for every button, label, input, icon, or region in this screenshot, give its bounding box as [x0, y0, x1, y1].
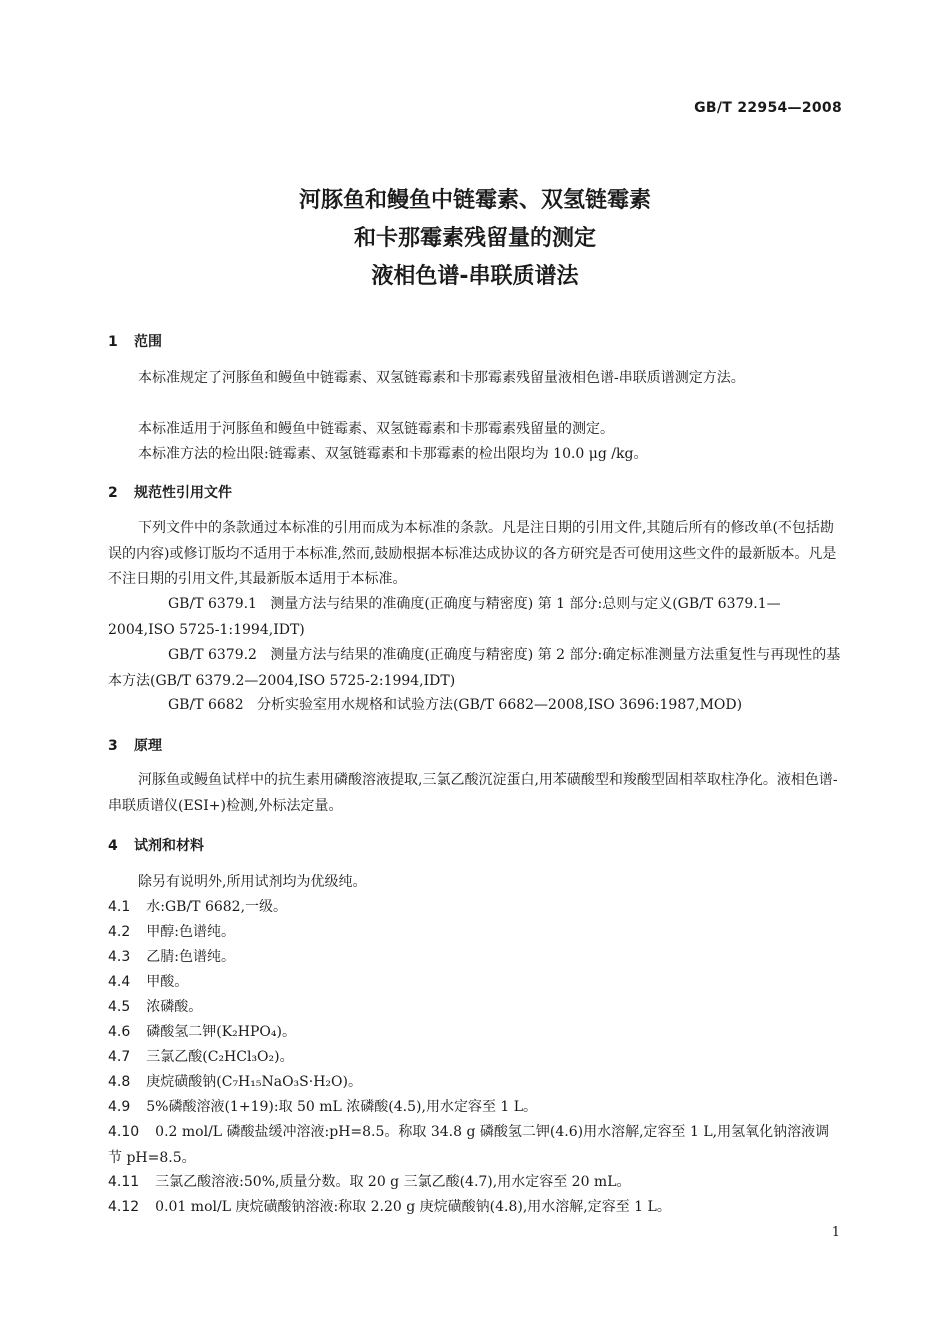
item-number: 4.8 [108, 1074, 131, 1090]
reagent-item [108, 1120, 842, 1171]
reference-text: 分析实验室用水规格和试验方法(GB/T 6682—2008,ISO 3696:1987,MOD) [256, 697, 743, 713]
title-line-3: 液相色谱-串联质谱法 [371, 264, 579, 289]
reagent-item [108, 920, 842, 946]
item-text: 浓磷酸。 [146, 999, 203, 1015]
item-number: 4.3 [108, 949, 131, 965]
section-number: 3 [108, 738, 118, 754]
reagent-item [108, 1020, 842, 1046]
item-number: 4.2 [108, 924, 131, 940]
item-number: 4.5 [108, 999, 131, 1015]
item-text: 甲醇:色谱纯。 [146, 924, 235, 940]
section-title: 范围 [134, 334, 162, 350]
reference-code: GB/T 6379.1 [168, 596, 257, 612]
reagents-intro: 除另有说明外,所用试剂均为优级纯。 [138, 874, 367, 890]
section-number: 1 [108, 334, 118, 350]
item-number: 4.12 [108, 1199, 140, 1215]
item-number: 4.11 [108, 1174, 140, 1190]
item-text: 乙腈:色谱纯。 [146, 949, 235, 965]
item-number: 4.7 [108, 1049, 131, 1065]
item-number: 4.1 [108, 899, 131, 915]
reagent-item [108, 945, 842, 971]
reference-item [108, 592, 842, 643]
reference-text: 测量方法与结果的准确度(正确度与精密度) 第 1 部分:总则与定义(GB/T 6379.1—2004,ISO 5725-1:1994,IDT) [108, 596, 781, 638]
scope-paragraph-3: 本标准方法的检出限:链霉素、双氢链霉素和卡那霉素的检出限均为 10.0 μg /kg。 [138, 446, 648, 462]
reagent-item [108, 895, 842, 921]
item-number: 4.4 [108, 974, 131, 990]
section-number: 4 [108, 838, 118, 854]
item-text: 甲酸。 [146, 974, 189, 990]
item-text: 磷酸氢二钾(K₂HPO₄)。 [146, 1024, 296, 1040]
scope-paragraph-2: 本标准适用于河豚鱼和鳗鱼中链霉素、双氢链霉素和卡那霉素残留量的测定。 [138, 421, 614, 437]
document-title [0, 182, 950, 296]
section-number: 2 [108, 485, 118, 501]
section-title: 规范性引用文件 [134, 485, 232, 501]
item-text: 三氯乙酸溶液:50%,质量分数。取 20 g 三氯乙酸(4.7),用水定容至 20 mL。 [155, 1174, 631, 1190]
section-title: 试剂和材料 [134, 838, 204, 854]
item-number: 4.6 [108, 1024, 131, 1040]
section-2-heading [108, 482, 232, 502]
section-4-heading [108, 835, 204, 855]
section-3-heading [108, 735, 162, 755]
item-text: 0.01 mol/L 庚烷磺酸钠溶液:称取 2.20 g 庚烷磺酸钠(4.8),用水溶解,定容至 1 L。 [155, 1199, 671, 1215]
reference-item [108, 643, 842, 694]
reagent-item [108, 1195, 842, 1221]
reagent-item [108, 970, 842, 996]
reagent-item [108, 1070, 842, 1096]
reagent-item [108, 1045, 842, 1071]
title-line-2: 和卡那霉素残留量的测定 [353, 226, 596, 251]
standard-code: GB/T 22954—2008 [694, 100, 842, 116]
item-text: 三氯乙酸(C₂HCl₃O₂)。 [146, 1049, 294, 1065]
title-line-1: 河豚鱼和鳗鱼中链霉素、双氢链霉素 [298, 188, 651, 213]
reference-item [108, 693, 842, 719]
item-text: 庚烷磺酸钠(C₇H₁₅NaO₃S·H₂O)。 [146, 1074, 362, 1090]
reference-code: GB/T 6682 [168, 697, 244, 713]
scope-paragraph-1: 本标准规定了河豚鱼和鳗鱼中链霉素、双氢链霉素和卡那霉素残留量液相色谱-串联质谱测定方法。 [138, 370, 745, 386]
reagent-item [108, 995, 842, 1021]
principle-paragraph: 河豚鱼或鳗鱼试样中的抗生素用磷酸溶液提取,三氯乙酸沉淀蛋白,用苯磺酸型和羧酸型固相萃取柱净化。液相色谱-串联质谱仪(ESI+)检测,外标法定量。 [108, 772, 838, 814]
page-number: 1 [831, 1225, 840, 1240]
reagent-item [108, 1170, 842, 1196]
reagent-item [108, 1095, 842, 1121]
item-text: 0.2 mol/L 磷酸盐缓冲溶液:pH=8.5。称取 34.8 g 磷酸氢二钾(4.6)用水溶解,定容至 1 L,用氢氧化钠溶液调节 pH=8.5。 [108, 1124, 830, 1166]
section-1-heading [108, 331, 162, 351]
normative-refs-intro: 下列文件中的条款通过本标准的引用而成为本标准的条款。凡是注日期的引用文件,其随后所有的修改单(不包括勘误的内容)或修订版均不适用于本标准,然而,鼓励根据本标准达成协议的各方研究是否可使用这些文件的最新版本。凡是不注日期的引用文件,其最新版本适用于本标准。 [108, 520, 837, 587]
reference-code: GB/T 6379.2 [168, 647, 257, 663]
item-text: 水:GB/T 6682,一级。 [146, 899, 288, 915]
section-title: 原理 [134, 738, 162, 754]
item-number: 4.10 [108, 1124, 140, 1140]
reference-text: 测量方法与结果的准确度(正确度与精密度) 第 2 部分:确定标准测量方法重复性与再现性的基本方法(GB/T 6379.2—2004,ISO 5725-2:1994,IDT) [108, 647, 841, 689]
item-text: 5%磷酸溶液(1+19):取 50 mL 浓磷酸(4.5),用水定容至 1 L。 [146, 1099, 538, 1115]
item-number: 4.9 [108, 1099, 131, 1115]
